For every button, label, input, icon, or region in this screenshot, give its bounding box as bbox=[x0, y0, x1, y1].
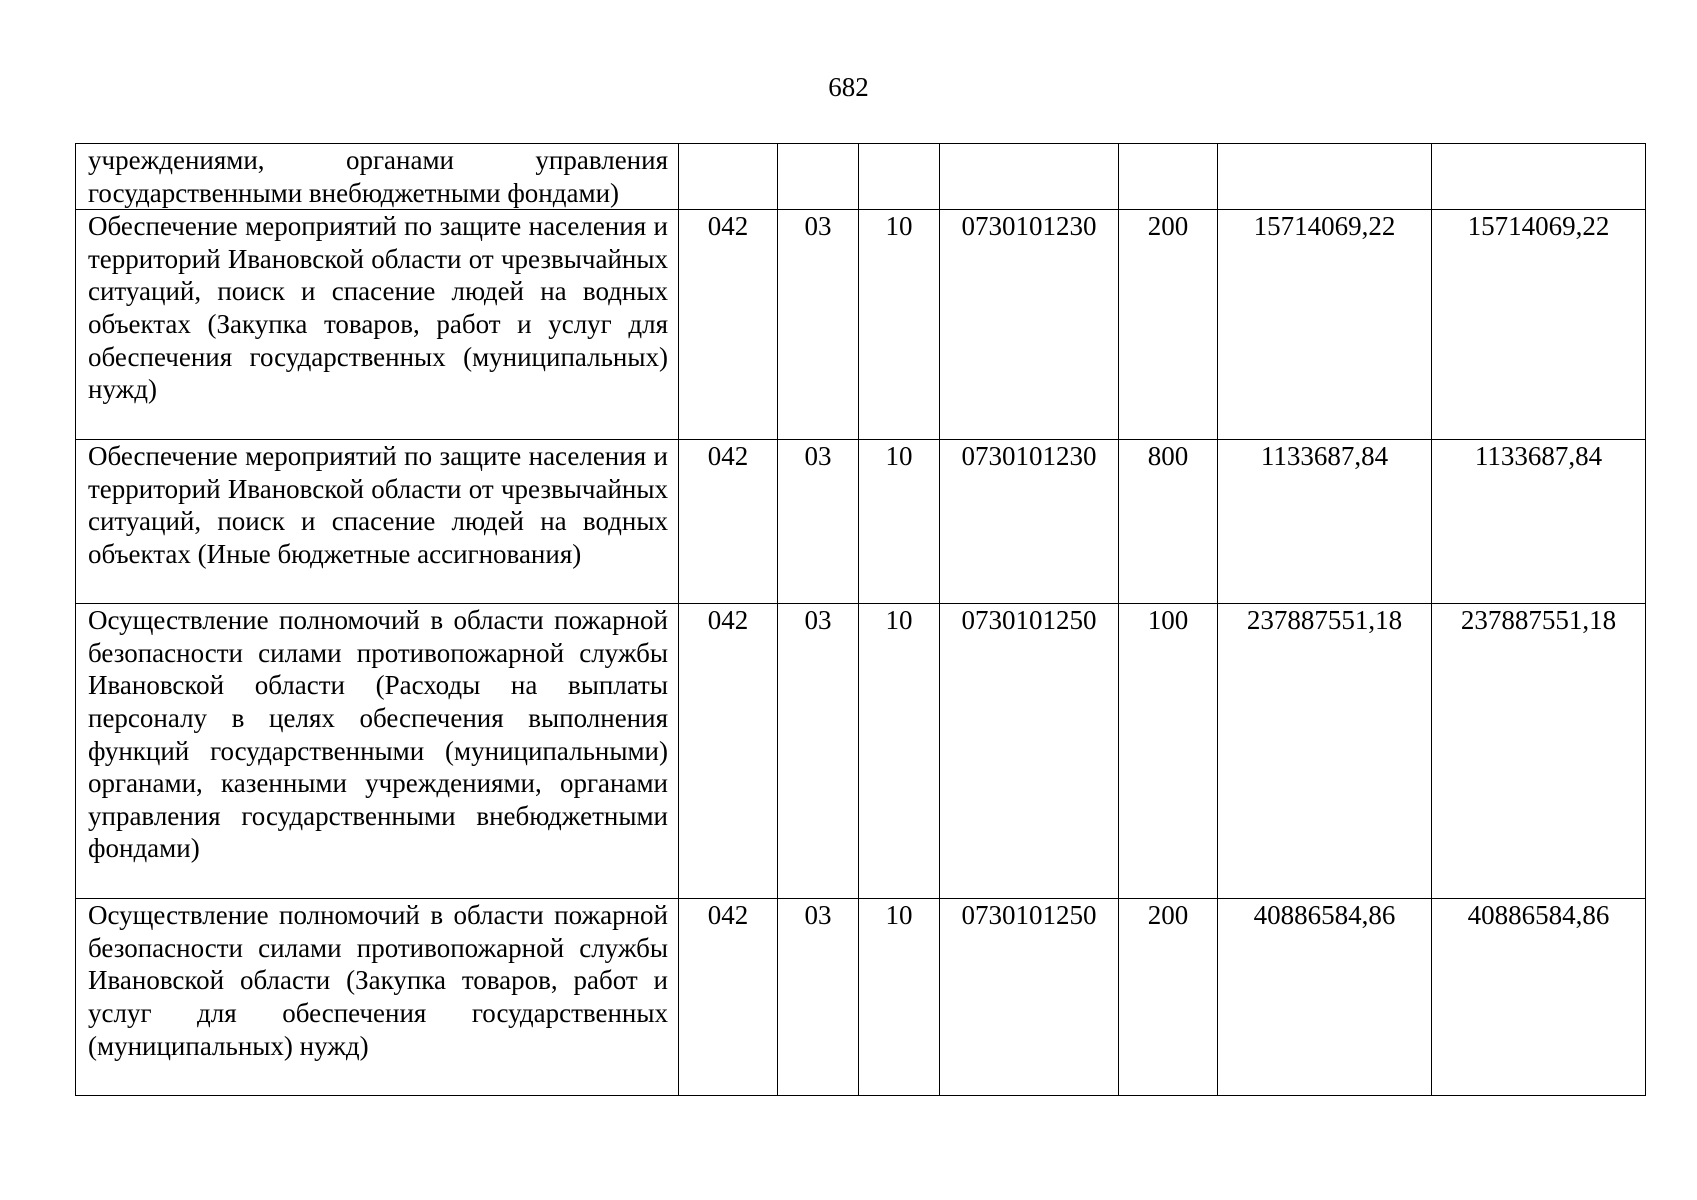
section-code: 03 bbox=[778, 210, 859, 440]
row-description: Обеспечение мероприятий по защите населения и территорий Ивановской области от чрезвычайных ситуаций, поиск и спасение людей на водных объектах (Иные бюджетные ассигнования) bbox=[76, 440, 679, 604]
page-number: 682 bbox=[828, 72, 869, 102]
target-article-code: 0730101250 bbox=[940, 604, 1119, 899]
subsection-code bbox=[859, 144, 940, 210]
subsection-code: 10 bbox=[859, 604, 940, 899]
expense-type-code: 200 bbox=[1119, 210, 1218, 440]
amount-year-2: 237887551,18 bbox=[1432, 604, 1646, 899]
budget-table bbox=[75, 143, 1646, 1096]
row-description: Обеспечение мероприятий по защите населения и территорий Ивановской области от чрезвычайных ситуаций, поиск и спасение людей на водных объектах (Закупка товаров, работ и услуг для обеспечения государственных (муниципальных) нужд) bbox=[76, 210, 679, 440]
grbs-code: 042 bbox=[679, 899, 778, 1096]
expense-type-code: 200 bbox=[1119, 899, 1218, 1096]
table-row bbox=[76, 604, 1646, 899]
section-code: 03 bbox=[778, 604, 859, 899]
target-article-code: 0730101230 bbox=[940, 440, 1119, 604]
grbs-code bbox=[679, 144, 778, 210]
amount-year-1: 40886584,86 bbox=[1218, 899, 1432, 1096]
amount-year-1: 237887551,18 bbox=[1218, 604, 1432, 899]
row-description: учреждениями, органами управления государственными внебюджетными фондами) bbox=[76, 144, 679, 210]
target-article-code: 0730101230 bbox=[940, 210, 1119, 440]
target-article-code bbox=[940, 144, 1119, 210]
amount-year-2: 40886584,86 bbox=[1432, 899, 1646, 1096]
table-row bbox=[76, 899, 1646, 1096]
row-description: Осуществление полномочий в области пожарной безопасности силами противопожарной службы Ивановской области (Расходы на выплаты персоналу в целях обеспечения выполнения функций государственными (муниципальными) органами, казенными учреждениями, органами управления государственными внебюджетными фондами) bbox=[76, 604, 679, 899]
subsection-code: 10 bbox=[859, 440, 940, 604]
amount-year-2: 1133687,84 bbox=[1432, 440, 1646, 604]
table-row bbox=[76, 144, 1646, 210]
grbs-code: 042 bbox=[679, 604, 778, 899]
section-code bbox=[778, 144, 859, 210]
expense-type-code: 100 bbox=[1119, 604, 1218, 899]
subsection-code: 10 bbox=[859, 899, 940, 1096]
grbs-code: 042 bbox=[679, 210, 778, 440]
amount-year-2 bbox=[1432, 144, 1646, 210]
table-row bbox=[76, 210, 1646, 440]
subsection-code: 10 bbox=[859, 210, 940, 440]
amount-year-2: 15714069,22 bbox=[1432, 210, 1646, 440]
expense-type-code bbox=[1119, 144, 1218, 210]
section-code: 03 bbox=[778, 440, 859, 604]
table-row bbox=[76, 440, 1646, 604]
grbs-code: 042 bbox=[679, 440, 778, 604]
amount-year-1: 1133687,84 bbox=[1218, 440, 1432, 604]
amount-year-1 bbox=[1218, 144, 1432, 210]
amount-year-1: 15714069,22 bbox=[1218, 210, 1432, 440]
target-article-code: 0730101250 bbox=[940, 899, 1119, 1096]
section-code: 03 bbox=[778, 899, 859, 1096]
expense-type-code: 800 bbox=[1119, 440, 1218, 604]
row-description: Осуществление полномочий в области пожарной безопасности силами противопожарной службы Ивановской области (Закупка товаров, работ и услуг для обеспечения государственных (муниципальных) нужд) bbox=[76, 899, 679, 1096]
